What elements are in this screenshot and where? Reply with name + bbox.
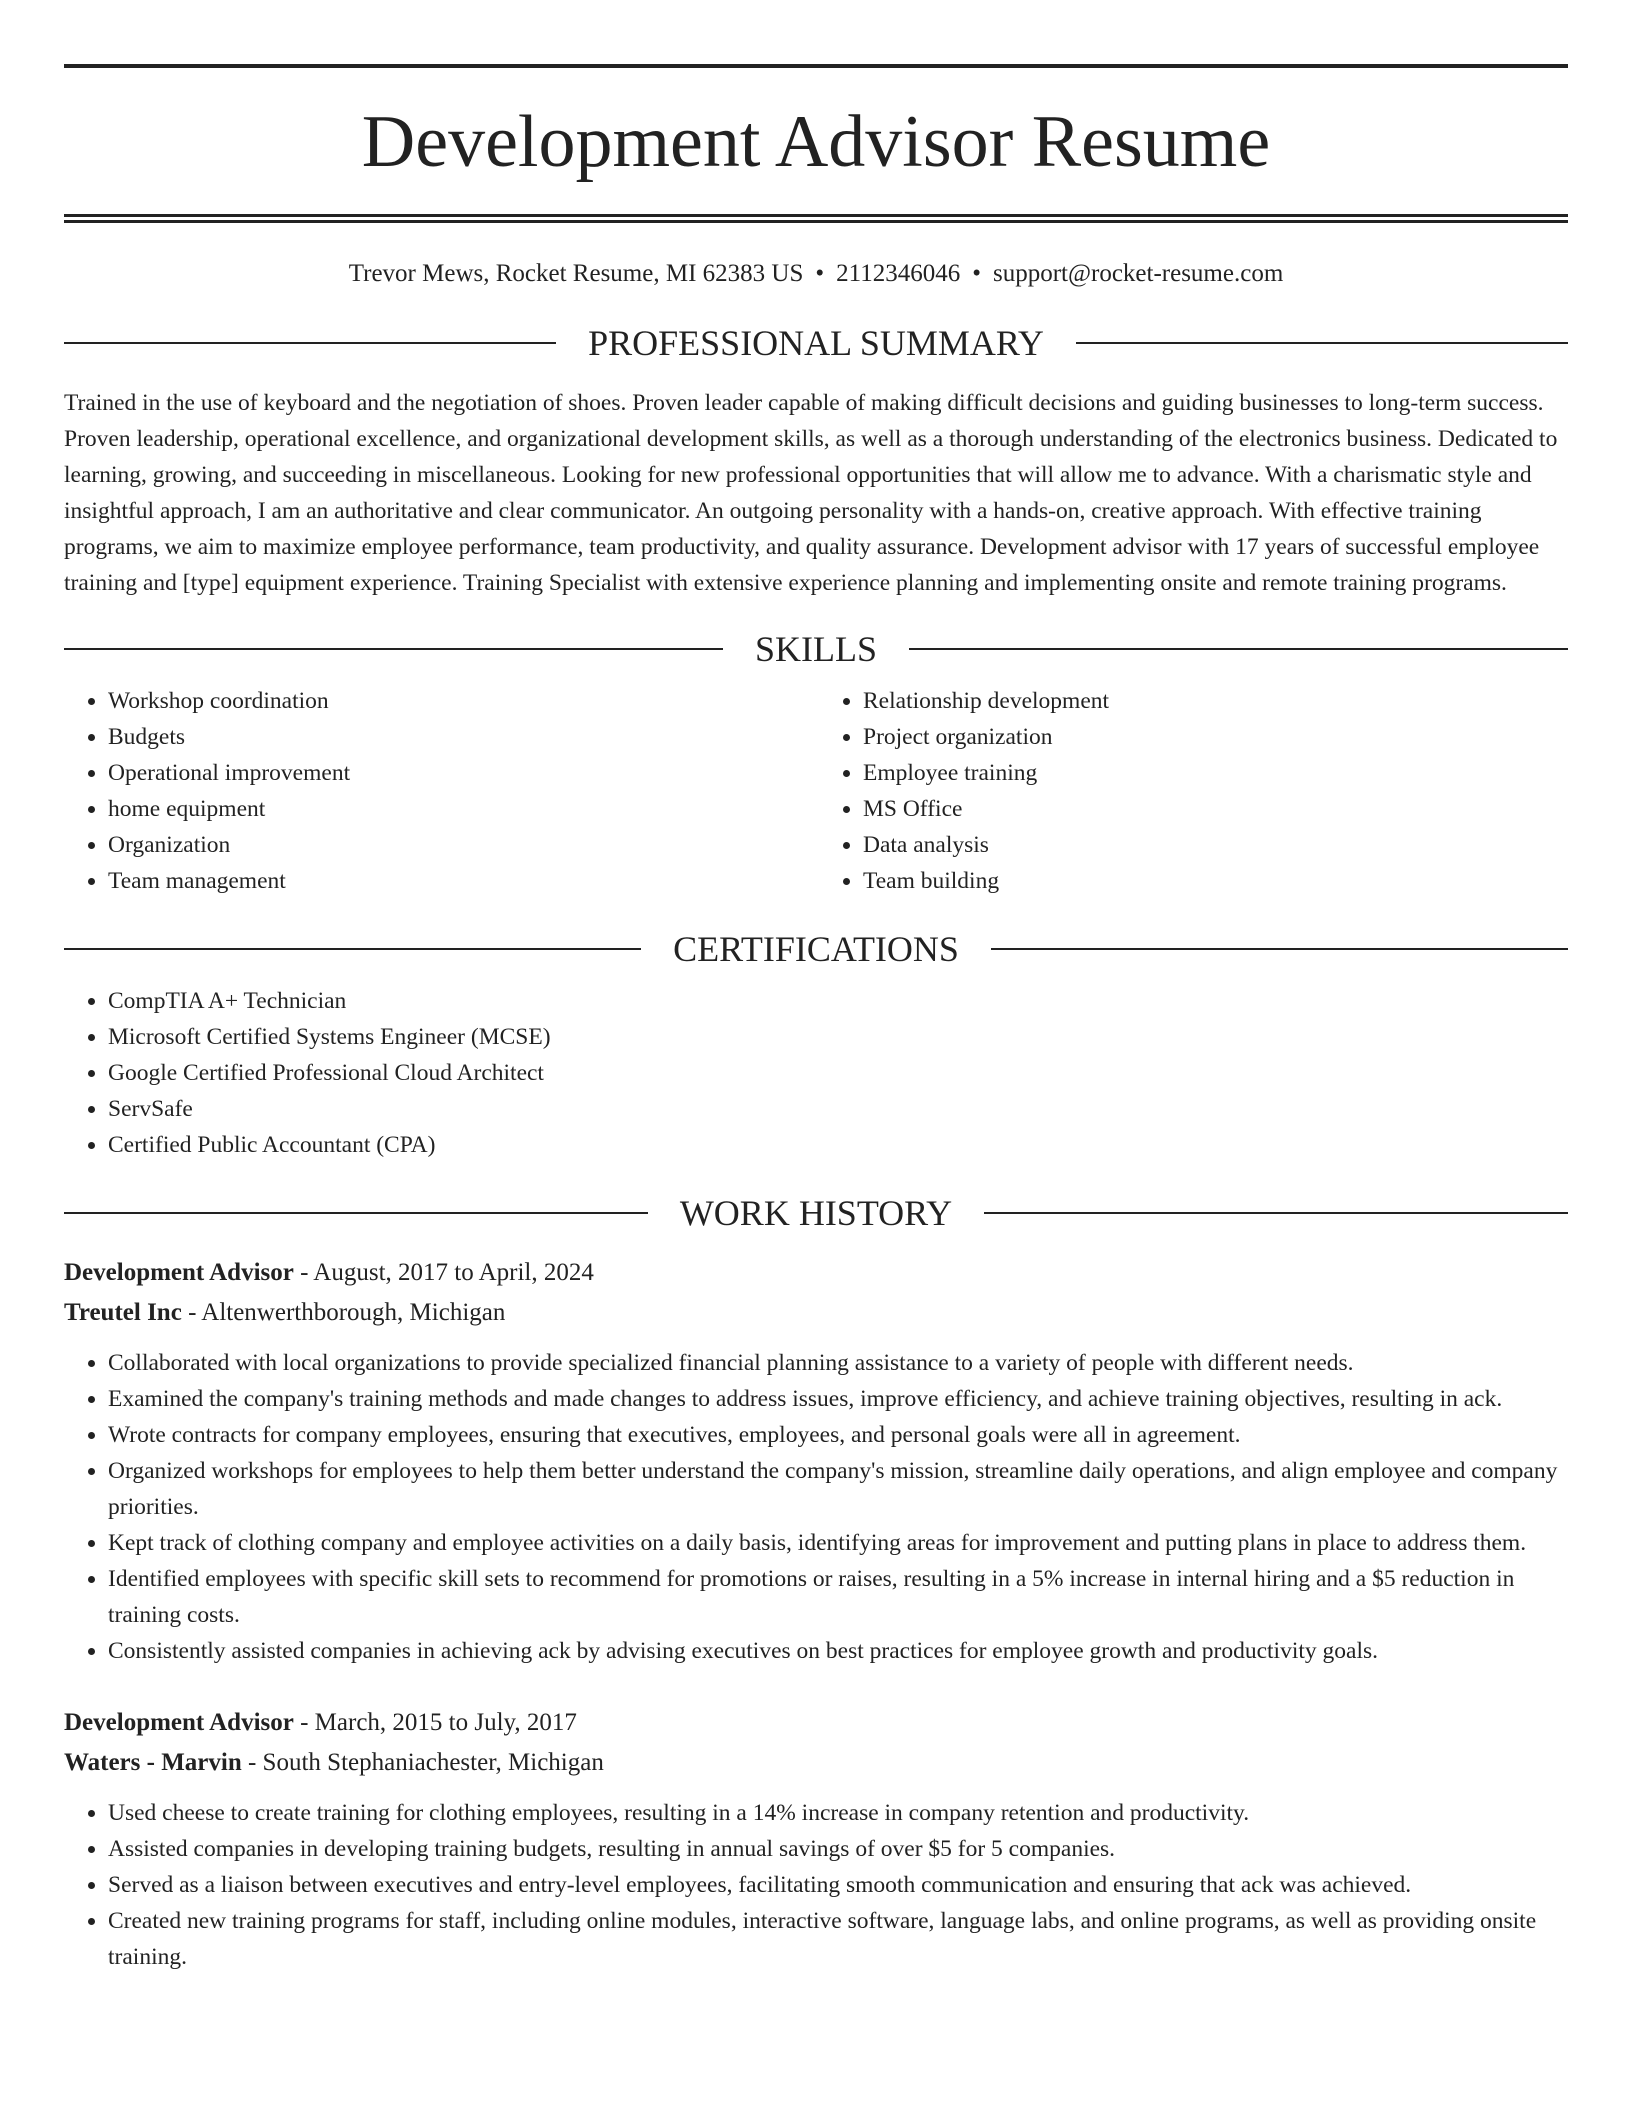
job-entry: [64, 1703, 1568, 1975]
job-entry: [64, 1253, 1568, 1669]
contact-line: [64, 259, 1568, 289]
skills-column-right: [816, 683, 1568, 899]
heading-rule-left: [64, 1212, 648, 1214]
certification-item: • CompTIA A+ Technician: [108, 983, 1568, 1019]
job-bullet: • Identified employees with specific skill sets to recommend for promotions or raises, resulting in a 5% increase in internal hiring and a $5 reduction in training costs.: [108, 1561, 1568, 1633]
job-bullet: • Consistently assisted companies in achieving ack by advising executives on best practices for employee growth and productivity goals.: [108, 1633, 1568, 1669]
job-bullet: • Served as a liaison between executives and entry-level employees, facilitating smooth communication and ensuring that ack was achieved.: [108, 1867, 1568, 1903]
job-company-line: [64, 1293, 1568, 1333]
section-title: WORK HISTORY: [679, 1193, 953, 1233]
job-location: - Altenwerthborough, Michigan: [181, 1299, 506, 1326]
job-company: Treutel Inc: [64, 1299, 182, 1326]
skill-item: • Project organization: [863, 719, 1568, 755]
section-heading-summary: [64, 323, 1568, 363]
section-heading-work-history: [64, 1193, 1568, 1233]
job-bullets: [64, 1795, 1568, 1975]
job-dates: - August, 2017 to April, 2024: [293, 1259, 594, 1286]
certifications-list: [64, 983, 1568, 1163]
section-title: CERTIFICATIONS: [673, 929, 959, 969]
section-title: PROFESSIONAL SUMMARY: [588, 323, 1044, 363]
title-double-rule: [64, 214, 1568, 223]
contact-separator: •: [815, 260, 825, 287]
skill-item: • Organization: [108, 827, 816, 863]
job-bullet: • Wrote contracts for company employees, ensuring that executives, employees, and personal goals were all in agreement.: [108, 1417, 1568, 1453]
job-bullet: • Kept track of clothing company and employee activities on a daily basis, identifying areas for improvement and putting plans in place to address them.: [108, 1525, 1568, 1561]
job-company-line: [64, 1743, 1568, 1783]
skills-list-right: [816, 683, 1568, 899]
skill-item: • home equipment: [108, 791, 816, 827]
job-title-line: [64, 1703, 1568, 1743]
resume-page: [64, 64, 1568, 2009]
heading-rule-right: [1076, 342, 1568, 344]
skill-item: • Employee training: [863, 755, 1568, 791]
job-bullet: • Collaborated with local organizations to provide specialized financial planning assistance to a variety of people with different needs.: [108, 1345, 1568, 1381]
job-dates: - March, 2015 to July, 2017: [293, 1709, 577, 1736]
job-location: - South Stephaniachester, Michigan: [241, 1749, 604, 1776]
section-title: SKILLS: [755, 629, 878, 669]
heading-rule-left: [64, 648, 723, 650]
skill-item: • Data analysis: [863, 827, 1568, 863]
skill-item: • Team building: [863, 863, 1568, 899]
contact-address: Trevor Mews, Rocket Resume, MI 62383 US: [348, 260, 804, 287]
skill-item: • Budgets: [108, 719, 816, 755]
summary-text: Trained in the use of keyboard and the negotiation of shoes. Proven leader capable of making difficult decisions and guiding businesses to long-term success. Proven leadership, operational excellence, and organizational development skills, as well as a thorough understanding of the electronics business. Dedicated to learning, growing, and succeeding in miscellaneous. Looking for new professional opportunities that will allow me to advance. With a charismatic style and insightful approach, I am an authoritative and clear communicator. An outgoing personality with a hands-on, creative approach. With effective training programs, we aim to maximize employee performance, team productivity, and quality assurance. Development advisor with 17 years of successful employee training and [type] equipment experience. Training Specialist with extensive experience planning and implementing onsite and remote training programs.: [64, 390, 1558, 596]
skill-item: • Workshop coordination: [108, 683, 816, 719]
certification-item: • Google Certified Professional Cloud Architect: [108, 1055, 1568, 1091]
skills-columns: [64, 683, 1568, 899]
job-bullets: [64, 1345, 1568, 1669]
section-heading-certifications: [64, 929, 1568, 969]
skills-list-left: [64, 683, 816, 899]
skill-item: • MS Office: [863, 791, 1568, 827]
job-title-line: [64, 1253, 1568, 1293]
job-title: Development Advisor: [64, 1259, 294, 1286]
job-company: Waters - Marvin: [64, 1749, 242, 1776]
job-bullet: • Organized workshops for employees to help them better understand the company's mission, streamline daily operations, and align employee and company priorities.: [108, 1453, 1568, 1525]
heading-rule-left: [64, 342, 556, 344]
job-bullet: • Created new training programs for staff, including online modules, interactive software, language labs, and online programs, as well as providing onsite training.: [108, 1903, 1568, 1975]
heading-rule-left: [64, 948, 641, 950]
contact-email: support@rocket-resume.com: [992, 260, 1284, 287]
section-heading-skills: [64, 629, 1568, 669]
certification-item: • Microsoft Certified Systems Engineer (MCSE): [108, 1019, 1568, 1055]
skill-item: • Operational improvement: [108, 755, 816, 791]
page-title: Development Advisor Resume: [361, 101, 1271, 183]
job-bullet: • Examined the company's training methods and made changes to address issues, improve efficiency, and achieve training objectives, resulting in ack.: [108, 1381, 1568, 1417]
job-bullet: • Used cheese to create training for clothing employees, resulting in a 14% increase in company retention and productivity.: [108, 1795, 1568, 1831]
skills-column-left: [64, 683, 816, 899]
contact-separator: •: [972, 260, 981, 287]
heading-rule-right: [984, 1212, 1568, 1214]
job-bullet: • Assisted companies in developing training budgets, resulting in annual savings of over $5 for 5 companies.: [108, 1831, 1568, 1867]
contact-phone: 2112346046: [836, 260, 961, 287]
skill-item: • Team management: [108, 863, 816, 899]
top-rule: [64, 64, 1568, 68]
heading-rule-right: [909, 648, 1568, 650]
certification-item: • ServSafe: [108, 1091, 1568, 1127]
skill-item: • Relationship development: [863, 683, 1568, 719]
job-title: Development Advisor: [64, 1709, 294, 1736]
heading-rule-right: [991, 948, 1568, 950]
certification-item: • Certified Public Accountant (CPA): [108, 1127, 1568, 1163]
